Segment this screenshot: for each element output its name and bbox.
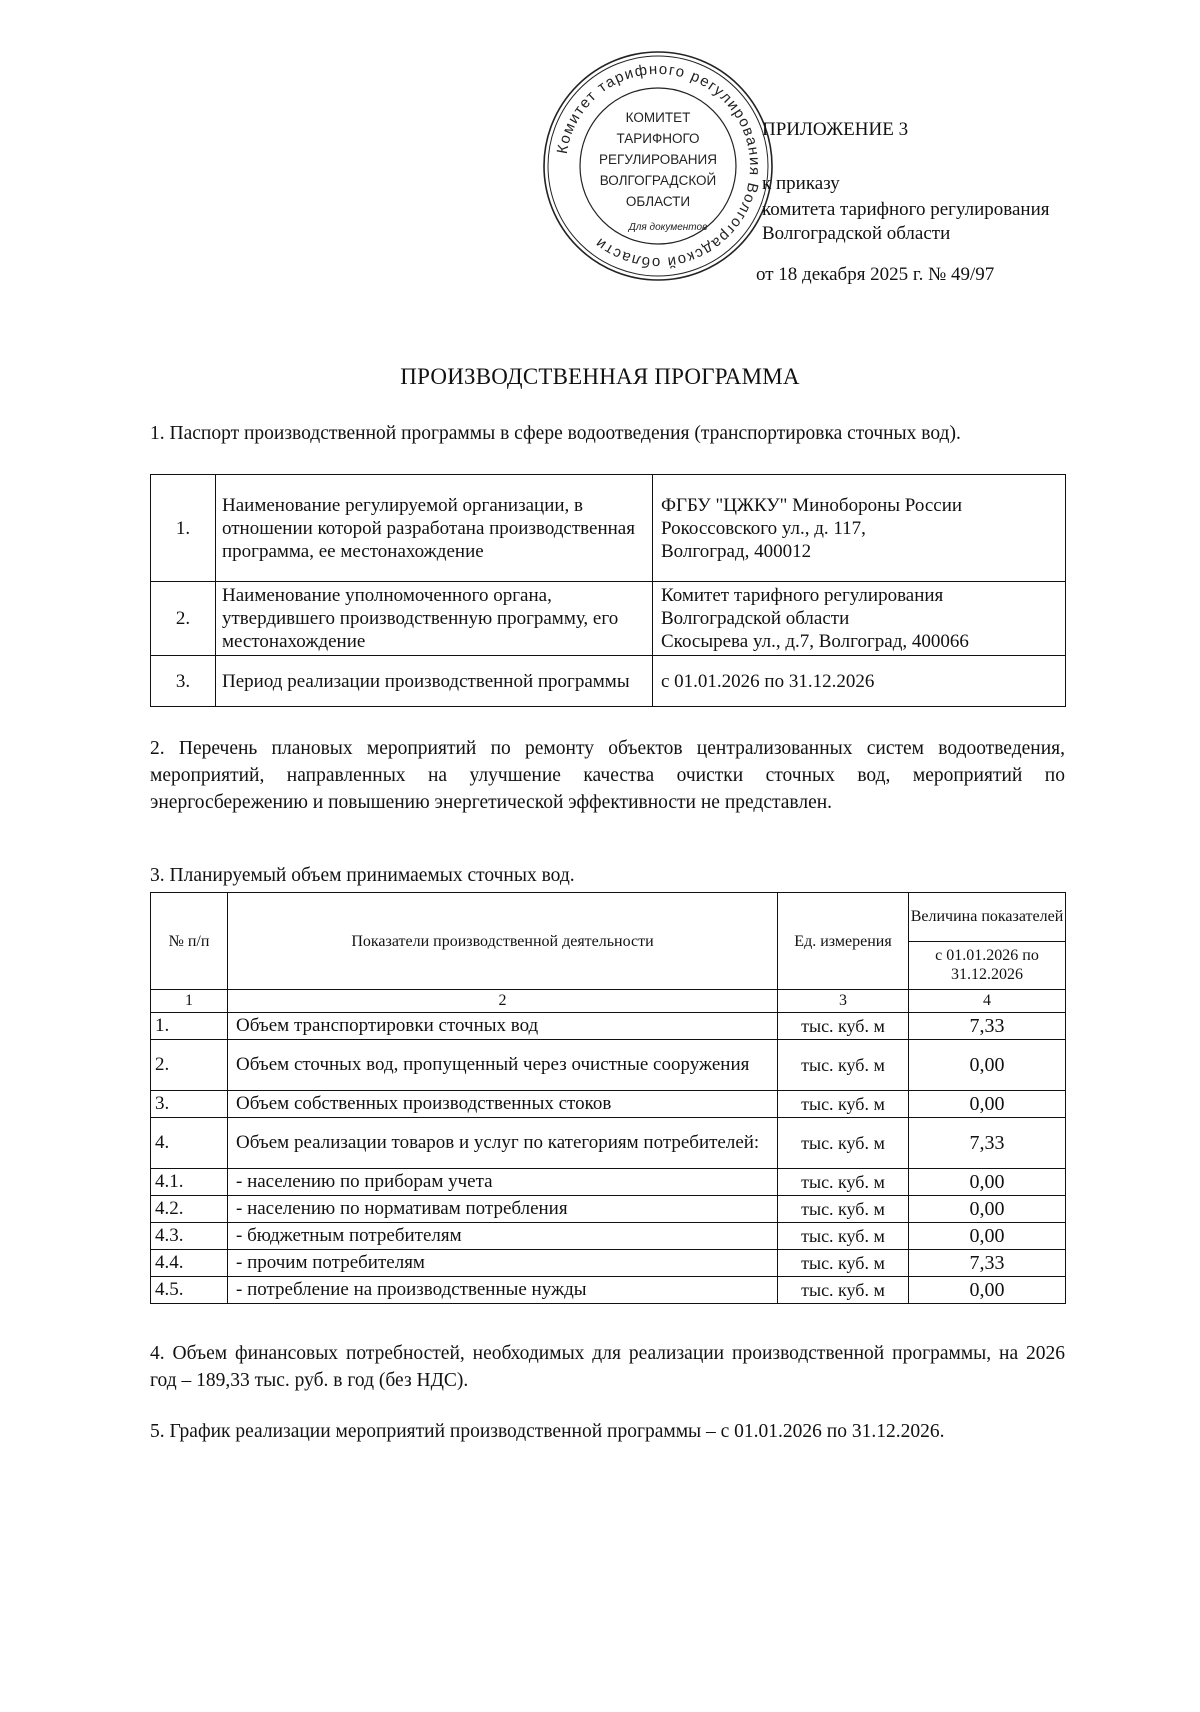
row-indicator: - прочим потребителям [228,1250,778,1277]
row-label: Наименование регулируемой организации, в отношении которой разработана производственная программа, ее местонахождение [216,475,653,582]
row-number: 4.4. [151,1250,228,1277]
value-line: Скосырева ул., д.7, Волгоград, 400066 [661,631,969,652]
row-label: Период реализации производственной программы [216,656,653,707]
table-row [151,1196,1066,1223]
value-line: Волгоград, 400012 [661,540,812,562]
header-period: с 01.01.2026 по 31.12.2026 [909,941,1066,990]
row-number: 4.3. [151,1223,228,1250]
row-unit: тыс. куб. м [778,1277,909,1304]
section-3-heading: 3. Планируемый объем принимаемых сточных вод. [150,865,575,886]
row-number: 2. [151,582,216,656]
header-value: Величина показателей [909,893,1066,942]
row-number: 4.5. [151,1277,228,1304]
row-indicator: - бюджетным потребителям [228,1223,778,1250]
table-row [151,475,1066,582]
row-unit: тыс. куб. м [778,1223,909,1250]
row-number: 1. [151,1013,228,1040]
page-title: ПРОИЗВОДСТВЕННАЯ ПРОГРАММА [400,364,800,389]
row-value: 0,00 [909,1196,1066,1223]
appendix-label: ПРИЛОЖЕНИЕ 3 [762,119,909,140]
region-label: Волгоградской области [762,223,951,244]
row-indicator: Объем собственных производственных стоков [228,1091,778,1118]
row-value: 0,00 [909,1277,1066,1304]
table-row [151,1250,1066,1277]
row-value [653,475,1066,582]
stamp-line-2: ТАРИФНОГО [616,131,700,146]
row-value [653,656,1066,707]
volumes-table [150,892,1066,1304]
volumes-body [151,1013,1066,1304]
section-4-text: 4. Объем финансовых потребностей, необходимых для реализации производственной программы, на 2026 год – 189,33 тыс. руб. в год (без НДС). [150,1343,1065,1391]
header-unit: Ед. измерения [778,893,909,990]
row-unit: тыс. куб. м [778,1169,909,1196]
row-number: 2. [151,1040,228,1091]
index-cell: 3 [778,990,909,1013]
stamp-line-1: КОМИТЕТ [625,110,691,125]
row-indicator: - населению по нормативам потребления [228,1196,778,1223]
row-number: 4.2. [151,1196,228,1223]
stamp-bottom-text: Для документов [628,222,708,233]
passport-table [150,474,1066,707]
row-number: 3. [151,1091,228,1118]
to-order-label: к приказу [762,173,840,194]
table-row [151,582,1066,656]
stamp-line-3: РЕГУЛИРОВАНИЯ [599,152,717,167]
row-unit: тыс. куб. м [778,1250,909,1277]
section-2-text: 2. Перечень плановых мероприятий по ремонту объектов централизованных систем водоотведения, мероприятий, направленных на улучшение качества очистки сточных вод, мероприятий по энергосбережению и повышению энергетической эффективности не представлен. [150,738,1065,813]
stamp-line-5: ОБЛАСТИ [625,194,691,209]
row-value: 0,00 [909,1169,1066,1196]
table-row [151,1091,1066,1118]
index-cell: 1 [151,990,228,1013]
row-value: 7,33 [909,1118,1066,1169]
row-unit: тыс. куб. м [778,1040,909,1091]
index-row [151,990,1066,1013]
value-line: ФГБУ "ЦЖКУ" Минобороны России [661,494,963,516]
row-indicator: - населению по приборам учета [228,1169,778,1196]
official-stamp [540,48,776,284]
order-date-number: от 18 декабря 2025 г. № 49/97 [756,264,995,285]
table-row [151,1013,1066,1040]
table-row [151,656,1066,707]
row-indicator: Объем транспортировки сточных вод [228,1013,778,1040]
row-indicator: Объем реализации товаров и услуг по категориям потребителей: [228,1118,778,1169]
stamp-line-4: ВОЛГОГРАДСКОЙ [599,173,717,188]
row-number: 3. [151,656,216,707]
row-unit: тыс. куб. м [778,1118,909,1169]
row-value: 0,00 [909,1040,1066,1091]
value-line: с 01.01.2026 по 31.12.2026 [661,670,875,692]
value-line: Волгоградской области [661,608,850,629]
header-indicator: Показатели производственной деятельности [228,893,778,990]
row-value [653,582,1066,656]
row-number: 4.1. [151,1169,228,1196]
stamp-ring-text: Комитет тарифного регулирования Волгоградской области [553,60,764,272]
row-number: 1. [151,475,216,582]
section-5-text: 5. График реализации мероприятий производственной программы – с 01.01.2026 по 31.12.2026. [150,1421,945,1442]
row-number: 4. [151,1118,228,1169]
row-value: 0,00 [909,1223,1066,1250]
row-unit: тыс. куб. м [778,1091,909,1118]
section-1-heading: 1. Паспорт производственной программы в сфере водоотведения (транспортировка сточных вод). [150,423,961,444]
row-value: 0,00 [909,1091,1066,1118]
row-value: 7,33 [909,1013,1066,1040]
index-cell: 4 [909,990,1066,1013]
table-row [151,1118,1066,1169]
row-label: Наименование уполномоченного органа, утвердившего производственную программу, его местонахождение [216,582,653,656]
row-indicator: Объем сточных вод, пропущенный через очистные сооружения [228,1040,778,1091]
value-line: Рокоссовского ул., д. 117, [661,517,866,539]
table-row [151,1169,1066,1196]
index-cell: 2 [228,990,778,1013]
header-num: № п/п [151,893,228,990]
table-row [151,1277,1066,1304]
stamp-graphic [540,48,776,284]
value-line: Комитет тарифного регулирования [661,585,944,606]
table-row [151,1040,1066,1091]
committee-label: комитета тарифного регулирования [762,199,1050,220]
row-indicator: - потребление на производственные нужды [228,1277,778,1304]
table-row [151,1223,1066,1250]
row-value: 7,33 [909,1250,1066,1277]
row-unit: тыс. куб. м [778,1013,909,1040]
header-row [151,893,1066,942]
row-unit: тыс. куб. м [778,1196,909,1223]
